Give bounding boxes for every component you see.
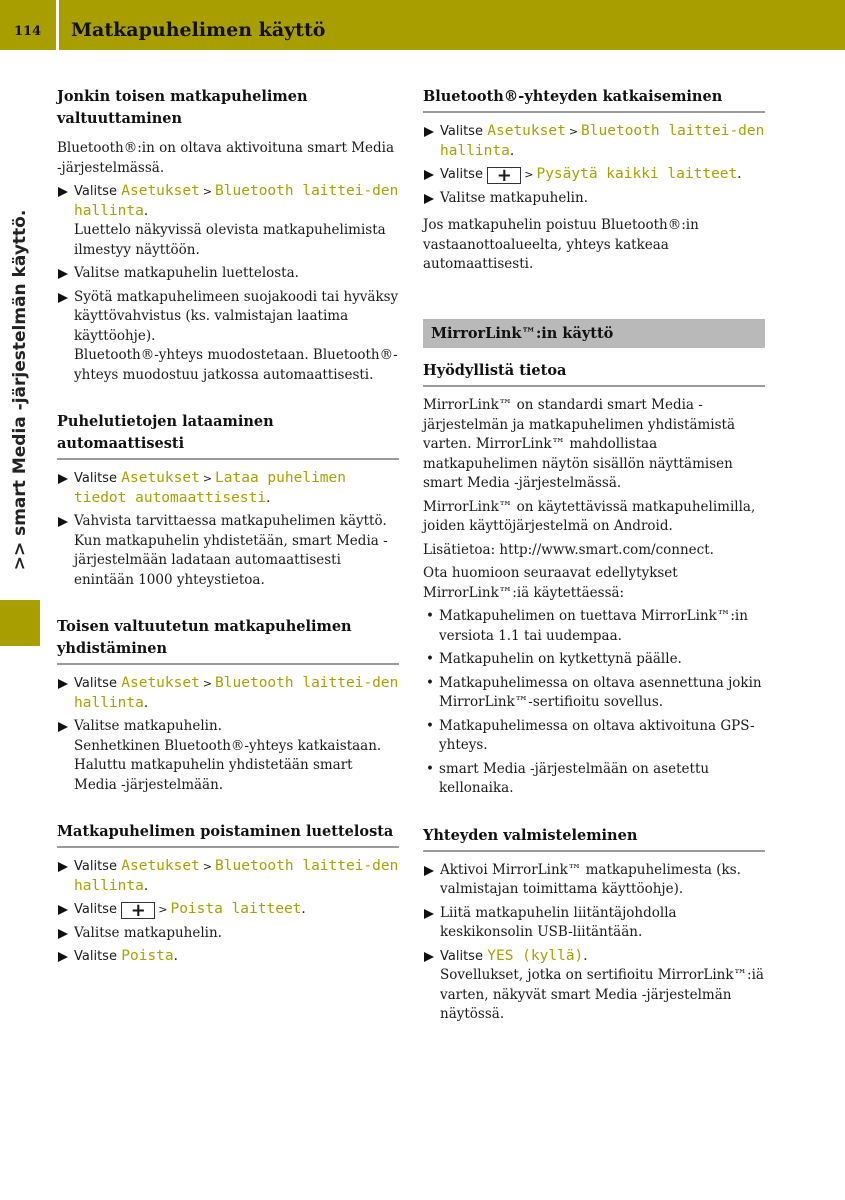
menu-path-settings[interactable]: Asetukset — [121, 675, 200, 691]
step-item: Valitse Asetukset > Lataa puhelimen tiedot automaattisesti. — [57, 469, 399, 508]
section-authorize-phone — [57, 86, 399, 385]
paragraph: Ota huomioon seuraavat edellytykset MirrorLink™:iä käytettäessä: — [423, 565, 678, 601]
step-text: Vahvista tarvittaessa matkapuhelimen käyttö. — [74, 513, 387, 529]
step-verb: Valitse — [440, 948, 483, 964]
step-item: Valitse Asetukset > Bluetooth laittei-den hallinta. — [57, 857, 399, 896]
section-title: Yhteyden valmisteleminen — [423, 825, 765, 852]
step-note: Senhetkinen Bluetooth®-yhteys katkaistaan. Haluttu matkapuhelin yhdistetään smart Media -järjestelmään. — [74, 737, 382, 793]
step-item: Valitse Asetukset > Bluetooth laittei-den hallinta. Luettelo näkyvissä olevista matkapuhelimista ilmestyy näyttöön. — [57, 182, 399, 260]
chevron-right-icon: > — [202, 185, 213, 198]
menu-path-bt-management[interactable]: Bluetooth laittei-den hallinta — [440, 123, 765, 159]
right-column — [423, 86, 765, 1051]
step-verb: Valitse — [74, 859, 117, 874]
step-list — [423, 861, 765, 1025]
sidebar-chapter-tab — [0, 600, 40, 646]
menu-path-bt-management[interactable]: Bluetooth laittei-den hallinta — [74, 858, 399, 894]
step-text: Valitse matkapuhelin. — [74, 718, 222, 734]
requirements-list — [423, 607, 765, 799]
section-connect-another — [57, 616, 399, 795]
plus-icon[interactable]: + — [121, 902, 155, 919]
step-list — [57, 857, 399, 967]
page-number: 114 — [14, 24, 42, 39]
page-number-box — [0, 0, 56, 50]
step-note: Kun matkapuhelin yhdistetään, smart Media -järjestelmään ladataan automaattisesti enintään 1000 yhteystietoa. — [74, 532, 388, 588]
step-item — [57, 288, 399, 386]
section-title: Puhelutietojen lataaminen automaattisesti — [57, 411, 399, 460]
step-list — [57, 182, 399, 385]
step-item: Valitse matkapuhelin. — [423, 189, 765, 209]
step-item: Valitse YES (kyllä). Sovellukset, jotka on sertifioitu MirrorLink™:iä varten, näkyvät smart Media -järjestelmän näytössä. — [423, 947, 765, 1025]
step-item — [57, 717, 399, 795]
menu-path-settings[interactable]: Asetukset — [121, 183, 200, 199]
step-verb: Valitse — [74, 902, 117, 917]
step-item: Valitse + > Pysäytä kaikki laitteet. — [423, 165, 765, 185]
step-item: Valitse matkapuhelin. — [57, 924, 399, 944]
chevron-right-icon: > — [202, 472, 213, 485]
step-list — [57, 674, 399, 795]
step-item: Valitse Asetukset > Bluetooth laittei-den hallinta. — [423, 122, 765, 161]
section-title: Matkapuhelimen poistaminen luettelosta — [57, 821, 399, 848]
paragraph: MirrorLink™ on käytettävissä matkapuhelimilla, joiden käyttöjärjestelmä on Android. — [423, 498, 756, 534]
step-item: Valitse + > Poista laitteet. — [57, 900, 399, 920]
menu-path-stop-all[interactable]: Pysäytä kaikki laitteet — [536, 166, 738, 182]
step-verb: Valitse — [74, 949, 117, 964]
header-bar — [59, 0, 845, 50]
step-verb: Valitse — [74, 471, 117, 486]
step-text: Syötä matkapuhelimeen suojakoodi tai hyväksy käyttövahvistus (ks. valmistajan laatima käyttöohje). — [74, 288, 399, 344]
menu-path-remove[interactable]: Poista — [121, 948, 174, 964]
page-title: Matkapuhelimen käyttö — [71, 19, 326, 41]
chevron-right-icon: > — [158, 903, 168, 916]
step-note: Sovellukset, jotka on sertifioitu MirrorLink™:iä varten, näkyvät smart Media -järjestelmän näytössä. — [440, 967, 764, 1022]
step-item: Aktivoi MirrorLink™ matkapuhelimesta (ks. valmistajan toimittama käyttöohje). — [423, 861, 765, 900]
step-item: Liitä matkapuhelin liitäntäjohdolla keskikonsolin USB-liitäntään. — [423, 904, 765, 943]
step-item: Valitse matkapuhelin luettelosta. — [57, 264, 399, 284]
plus-icon[interactable]: + — [487, 167, 521, 184]
menu-path-download-data[interactable]: Lataa puhelimen tiedot automaattisesti — [74, 470, 346, 506]
section-heading-mirrorlink: MirrorLink™:in käyttö — [423, 319, 765, 349]
menu-path-settings[interactable]: Asetukset — [121, 858, 200, 874]
menu-path-settings[interactable]: Asetukset — [487, 123, 566, 139]
menu-path-yes[interactable]: YES (kyllä) — [487, 947, 584, 964]
section-title: Bluetooth®-yhteyden katkaiseminen — [423, 86, 765, 113]
section-title: Hyödyllistä tietoa — [423, 360, 765, 387]
section-title: Jonkin toisen matkapuhelimen valtuuttaminen — [57, 88, 308, 127]
step-verb: Valitse — [74, 676, 117, 691]
step-item — [57, 512, 399, 590]
list-item: • Matkapuhelimen on tuettava MirrorLink™:in versiota 1.1 tai uudempaa. — [423, 607, 765, 646]
menu-path-bt-management[interactable]: Bluetooth laittei-den hallinta — [74, 675, 399, 711]
list-item: • Matkapuhelimessa on oltava aktivoituna GPS-yhteys. — [423, 717, 765, 756]
section-prepare-connection — [423, 825, 765, 1025]
chevron-right-icon: > — [524, 168, 534, 181]
list-item: • Matkapuhelimessa on oltava asennettuna jokin MirrorLink™-sertifioitu sovellus. — [423, 674, 765, 713]
paragraph: MirrorLink™ on standardi smart Media -järjestelmän ja matkapuhelimen yhdistämistä varten. MirrorLink™ mahdollistaa matkapuhelimen näytön sisällön näyttämisen smart Media -järjestelmässä. — [423, 397, 736, 491]
paragraph-link: Lisätietoa: http://www.smart.com/connect. — [423, 541, 714, 558]
menu-path-bt-management[interactable]: Bluetooth laittei-den hallinta — [74, 183, 399, 219]
step-verb: Valitse — [440, 124, 483, 139]
section-title: Toisen valtuutetun matkapuhelimen yhdistäminen — [57, 616, 399, 665]
step-item: Valitse Poista. — [57, 947, 399, 967]
step-list — [57, 469, 399, 590]
chevron-right-icon: > — [202, 860, 213, 873]
step-verb: Valitse — [440, 167, 483, 182]
step-list — [423, 122, 765, 208]
chevron-right-icon: > — [202, 677, 213, 690]
list-item: • Matkapuhelin on kytkettynä päälle. — [423, 650, 765, 670]
step-note: Luettelo näkyvissä olevista matkapuhelimista ilmestyy näyttöön. — [74, 222, 386, 258]
section-auto-download — [57, 411, 399, 590]
intro-text: Bluetooth®:in on oltava aktivoituna smart Media -järjestelmässä. — [57, 140, 395, 176]
left-column — [57, 86, 399, 993]
note-text: Jos matkapuhelin poistuu Bluetooth®:in vastaanottoalueelta, yhteys katkeaa automaattisesti. — [423, 217, 699, 272]
menu-path-settings[interactable]: Asetukset — [121, 470, 200, 486]
menu-path-remove-devices[interactable]: Poista laitteet — [170, 901, 302, 917]
step-verb: Valitse — [74, 184, 117, 199]
section-useful-info — [423, 360, 765, 799]
chevron-right-icon: > — [568, 125, 579, 138]
step-note: Bluetooth®-yhteys muodostetaan. Bluetooth®-yhteys muodostuu jatkossa automaattisesti. — [74, 347, 398, 383]
section-remove-phone — [57, 821, 399, 967]
sidebar-chapter-label: >> smart Media -järjestelmän käyttö. — [10, 209, 30, 571]
step-item: Valitse Asetukset > Bluetooth laittei-den hallinta. — [57, 674, 399, 713]
list-item: • smart Media -järjestelmään on asetettu kellonaika. — [423, 760, 765, 799]
section-disconnect-bt — [423, 86, 765, 275]
